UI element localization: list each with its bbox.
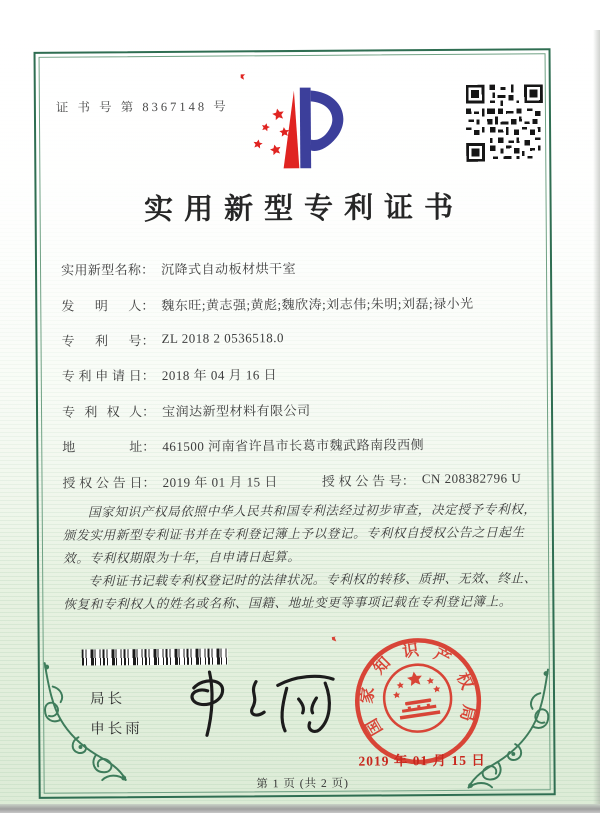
svg-text:识: 识 xyxy=(401,641,421,662)
signer-name: 申长雨 xyxy=(90,721,143,738)
handwritten-signature-icon xyxy=(180,660,349,753)
field-label: 专利权人 xyxy=(61,403,143,420)
field-list xyxy=(61,248,555,499)
field-value: ZL 2018 2 0536518.0 xyxy=(161,330,284,347)
field-row-inventors: 发明人 ： 魏东旺;黄志强;黄彪;魏欣涛;刘志伟;朱明;刘磊;禄小光 xyxy=(61,284,553,323)
legal-paragraph-2: 专利证书记载专利权登记时的法律状况。专利权的转移、质押、无效、终止、恢复和专利权人的姓名或名称、国籍、地址变更等事项记载在专利登记簿上。 xyxy=(63,571,538,612)
field-grant-number: 授权公告号 ： CN 208382796 U xyxy=(321,470,522,489)
field-row-address: 地址 ： 461500 河南省许昌市长葛市魏武路南段西侧 xyxy=(62,425,554,464)
field-row-patentee: 专利权人 ： 宝润达新型材料有限公司 xyxy=(62,390,554,429)
field-value: 宝润达新型材料有限公司 xyxy=(161,402,311,419)
photo-edge-shadow-right xyxy=(593,30,600,804)
qr-code-icon xyxy=(466,84,544,162)
field-label: 专利号 xyxy=(61,333,142,349)
field-value: 2018 年 04 月 16 日 xyxy=(161,367,278,384)
field-value: 461500 河南省许昌市长葛市魏武路南段西侧 xyxy=(162,437,425,455)
certificate-number: 证 书 号 第 8367148 号 xyxy=(55,99,229,115)
legal-paragraph-1: 国家知识产权局依照中华人民共和国专利法经过初步审查，决定授予专利权，颁发实用新型专利证书并在专利登记簿上予以登记。专利权自授权公告之日起生效。专利权期限为十年，自申请日起算。 xyxy=(62,502,537,566)
field-label: 授权公告日 xyxy=(62,474,143,491)
svg-text:局: 局 xyxy=(456,703,478,724)
field-value: 2019 年 01 月 15 日 xyxy=(162,473,278,490)
field-row-patent-number: 专利号 ： ZL 2018 2 0536518.0 xyxy=(61,330,284,349)
field-value: CN 208382796 U xyxy=(421,470,522,487)
seal-date: 2019 年 01 月 15 日 xyxy=(358,752,486,769)
svg-text:知: 知 xyxy=(369,653,395,678)
svg-text:产: 产 xyxy=(430,644,454,669)
cnipa-logo-icon xyxy=(241,74,360,179)
field-label: 授权公告号 xyxy=(321,472,402,489)
field-label: 专利申请日 xyxy=(61,368,142,385)
photo-edge-shadow-bottom xyxy=(0,804,600,813)
field-value: 魏东旺;黄志强;黄彪;魏欣涛;刘志伟;朱明;刘磊;禄小光 xyxy=(161,295,474,313)
field-row-grant-date: 授权公告日 ： 2019 年 01 月 15 日 授权公告号 ： CN 208382796 U xyxy=(62,470,522,491)
field-label: 发明人 xyxy=(61,297,142,314)
field-label: 地址 xyxy=(62,439,143,455)
field-row-name: 实用新型名称 ： 沉降式自动板材烘干室 xyxy=(61,248,553,287)
svg-text:国: 国 xyxy=(362,715,387,739)
signer-title: 局长 xyxy=(89,691,126,708)
field-value: 沉降式自动板材烘干室 xyxy=(161,261,297,278)
field-row-filing-date: 专利申请日 ： 2018 年 04 月 16 日 xyxy=(62,354,554,393)
legal-text xyxy=(63,498,546,616)
field-label: 实用新型名称 xyxy=(60,262,142,278)
signer-block xyxy=(90,687,143,747)
svg-text:权: 权 xyxy=(453,670,476,693)
svg-text:家: 家 xyxy=(357,686,378,705)
certificate-title: 实用新型专利证书 xyxy=(143,191,465,227)
page-number: 第 1 页 (共 2 页) xyxy=(256,777,349,791)
